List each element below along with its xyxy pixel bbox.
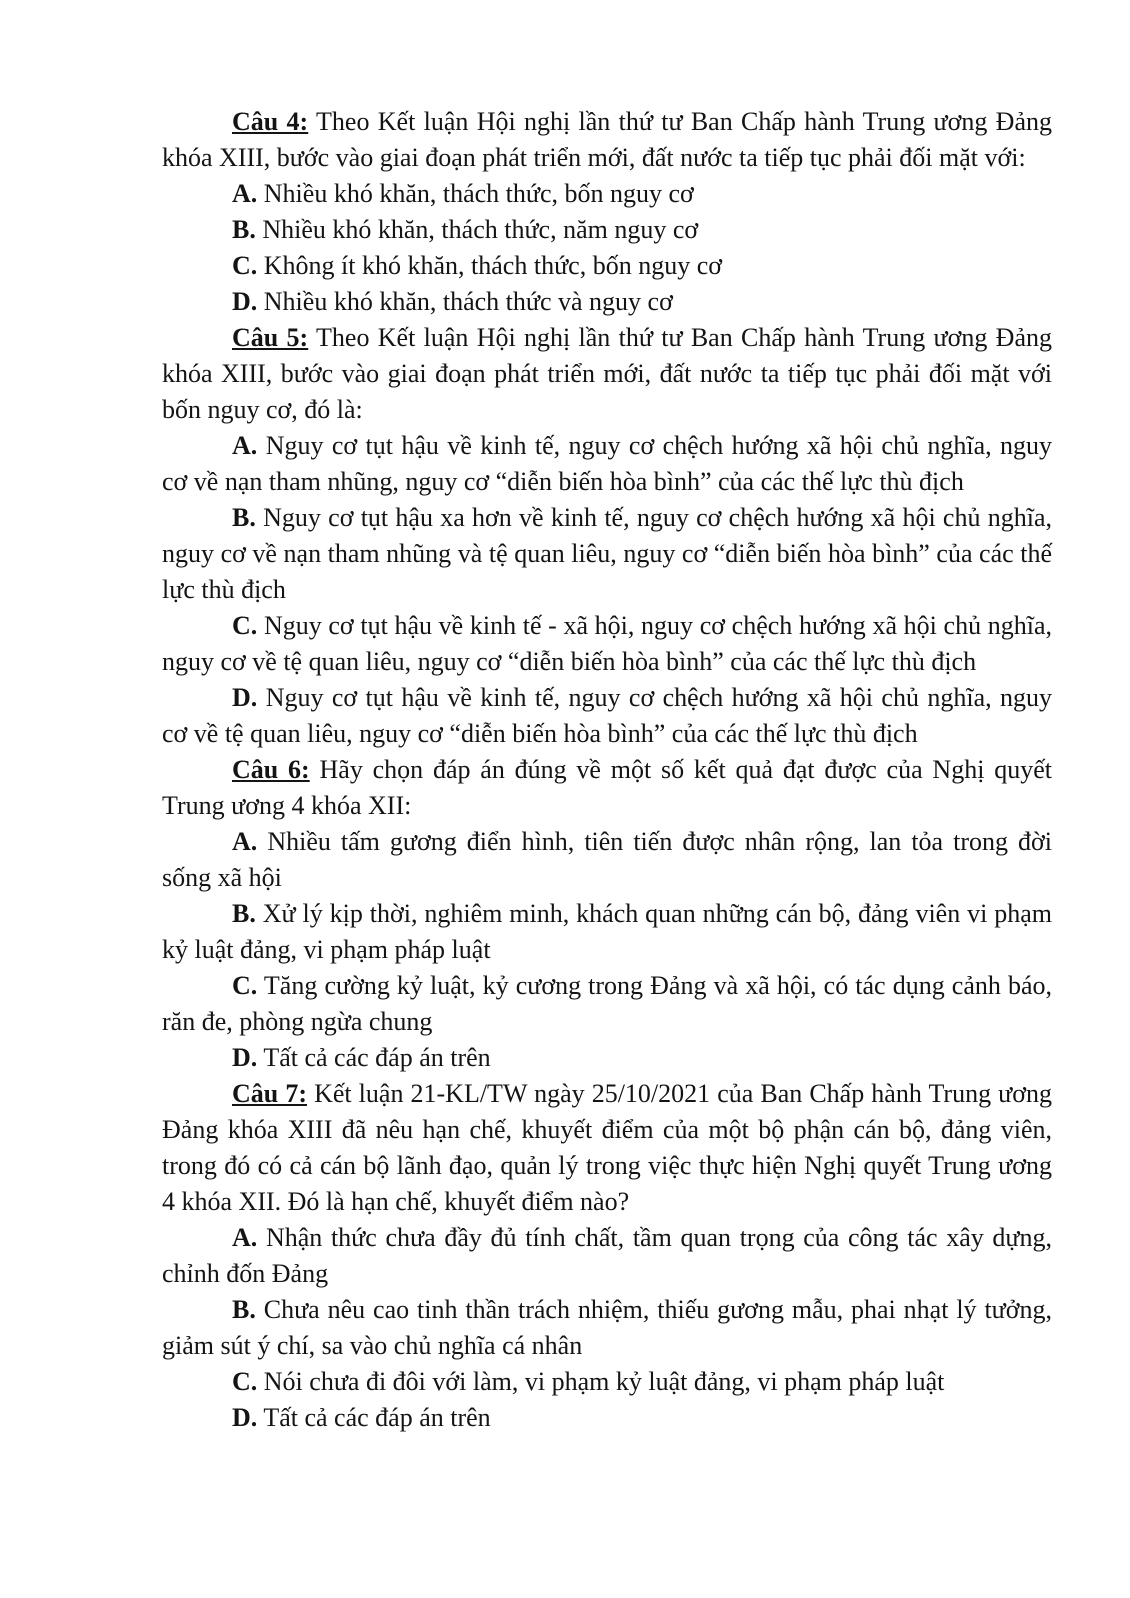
question-4-option-b — [162, 212, 1052, 248]
question-6-option-a — [162, 824, 1052, 896]
question-5-option-c-text: Nguy cơ tụt hậu về kinh tế - xã hội, nguy cơ chệch hướng xã hội chủ nghĩa, nguy cơ về tệ quan liêu, nguy cơ “diễn biến hòa bình” của các thế lực thù địch — [162, 611, 1053, 676]
question-5-option-d-letter: D. — [232, 683, 258, 712]
question-4-number: Câu 4: — [232, 107, 309, 136]
question-4-option-d-letter: D. — [232, 287, 258, 316]
question-4-prompt-line — [162, 104, 1052, 176]
question-4-option-c-letter: C. — [232, 251, 258, 280]
question-6-option-a-letter: A. — [232, 827, 258, 856]
question-7-option-d — [162, 1400, 1052, 1436]
question-6-option-b — [162, 896, 1052, 968]
question-4-option-d-text: Nhiều khó khăn, thách thức và nguy cơ — [263, 287, 673, 316]
question-5-option-d-text: Nguy cơ tụt hậu về kinh tế, nguy cơ chệch hướng xã hội chủ nghĩa, nguy cơ về tệ quan liêu, nguy cơ “diễn biến hòa bình” của các thế lực thù địch — [162, 683, 1053, 748]
question-6-option-b-text: Xử lý kịp thời, nghiêm minh, khách quan những cán bộ, đảng viên vi phạm kỷ luật đảng, vi phạm pháp luật — [162, 899, 1053, 964]
question-5-option-c-letter: C. — [232, 611, 258, 640]
question-4-option-b-letter: B. — [232, 215, 256, 244]
question-7-option-a-letter: A. — [232, 1223, 258, 1252]
question-6-option-d — [162, 1040, 1052, 1076]
question-7-option-b — [162, 1292, 1052, 1364]
question-7-option-a — [162, 1220, 1052, 1292]
question-6-option-b-letter: B. — [232, 899, 256, 928]
question-7-prompt-line — [162, 1076, 1052, 1220]
question-4-option-b-text: Nhiều khó khăn, thách thức, năm nguy cơ — [262, 215, 699, 244]
question-5-option-d — [162, 680, 1052, 752]
question-6-option-a-text: Nhiều tấm gương điển hình, tiên tiến được nhân rộng, lan tỏa trong đời sống xã hội — [162, 827, 1052, 892]
question-7-prompt: Kết luận 21-KL/TW ngày 25/10/2021 của Ban Chấp hành Trung ương Đảng khóa XIII đã nêu hạn chế, khuyết điểm của một bộ phận cán bộ, đảng viên, trong đó có cả cán bộ lãnh đạo, quản lý trong việc thực hiện Nghị quyết Trung ương 4 khóa XII. Đó là hạn chế, khuyết điểm nào? — [162, 1079, 1052, 1216]
question-6-prompt-line — [162, 752, 1052, 824]
question-7-option-c-letter: C. — [232, 1367, 258, 1396]
question-6-option-d-text: Tất cả các đáp án trên — [263, 1043, 491, 1072]
question-5-number: Câu 5: — [232, 323, 309, 352]
question-6-option-c — [162, 968, 1052, 1040]
question-5-option-b-letter: B. — [232, 503, 256, 532]
question-6-option-d-letter: D. — [232, 1043, 258, 1072]
question-4-prompt: Theo Kết luận Hội nghị lần thứ tư Ban Chấp hành Trung ương Đảng khóa XIII, bước vào giai đoạn phát triển mới, đất nước ta tiếp tục phải đối mặt với: — [162, 107, 1052, 172]
question-4-option-c — [162, 248, 1052, 284]
question-7-number: Câu 7: — [232, 1079, 307, 1108]
question-4-option-a — [162, 176, 1052, 212]
question-6-option-c-letter: C. — [232, 971, 258, 1000]
question-7-option-b-letter: B. — [232, 1295, 256, 1324]
question-5-prompt: Theo Kết luận Hội nghị lần thứ tư Ban Chấp hành Trung ương Đảng khóa XIII, bước vào giai đoạn phát triển mới, đất nước ta tiếp tục phải đối mặt với bốn nguy cơ, đó là: — [162, 323, 1052, 424]
question-7-option-c-text: Nói chưa đi đôi với làm, vi phạm kỷ luật đảng, vi phạm pháp luật — [263, 1367, 945, 1396]
question-4-option-c-text: Không ít khó khăn, thách thức, bốn nguy cơ — [263, 251, 722, 280]
question-5-option-c — [162, 608, 1052, 680]
question-5-prompt-line — [162, 320, 1052, 428]
question-5-option-b — [162, 500, 1052, 608]
question-5-option-a — [162, 428, 1052, 500]
question-7-option-d-letter: D. — [232, 1403, 258, 1432]
question-6-option-c-text: Tăng cường kỷ luật, kỷ cương trong Đảng và xã hội, có tác dụng cảnh báo, răn đe, phòng ngừa chung — [162, 971, 1053, 1036]
question-6-number: Câu 6: — [232, 755, 310, 784]
question-7-option-b-text: Chưa nêu cao tinh thần trách nhiệm, thiếu gương mẫu, phai nhạt lý tưởng, giảm sút ý chí, sa vào chủ nghĩa cá nhân — [162, 1295, 1053, 1360]
question-5-option-b-text: Nguy cơ tụt hậu xa hơn về kinh tế, nguy cơ chệch hướng xã hội chủ nghĩa, nguy cơ về nạn tham nhũng và tệ quan liêu, nguy cơ “diễn biến hòa bình” của các thế lực thù địch — [162, 503, 1053, 604]
question-4-option-a-letter: A. — [232, 179, 258, 208]
question-7-option-a-text: Nhận thức chưa đầy đủ tính chất, tầm quan trọng của công tác xây dựng, chỉnh đốn Đảng — [162, 1223, 1053, 1288]
question-5-option-a-letter: A. — [232, 431, 258, 460]
question-4-option-d — [162, 284, 1052, 320]
question-5-option-a-text: Nguy cơ tụt hậu về kinh tế, nguy cơ chệch hướng xã hội chủ nghĩa, nguy cơ về nạn tham nhũng, nguy cơ “diễn biến hòa bình” của các thế lực thù địch — [162, 431, 1053, 496]
question-6-prompt: Hãy chọn đáp án đúng về một số kết quả đạt được của Nghị quyết Trung ương 4 khóa XII: — [162, 755, 1052, 820]
question-7-option-c — [162, 1364, 1052, 1400]
question-4-option-a-text: Nhiều khó khăn, thách thức, bốn nguy cơ — [263, 179, 694, 208]
question-7-option-d-text: Tất cả các đáp án trên — [263, 1403, 491, 1432]
